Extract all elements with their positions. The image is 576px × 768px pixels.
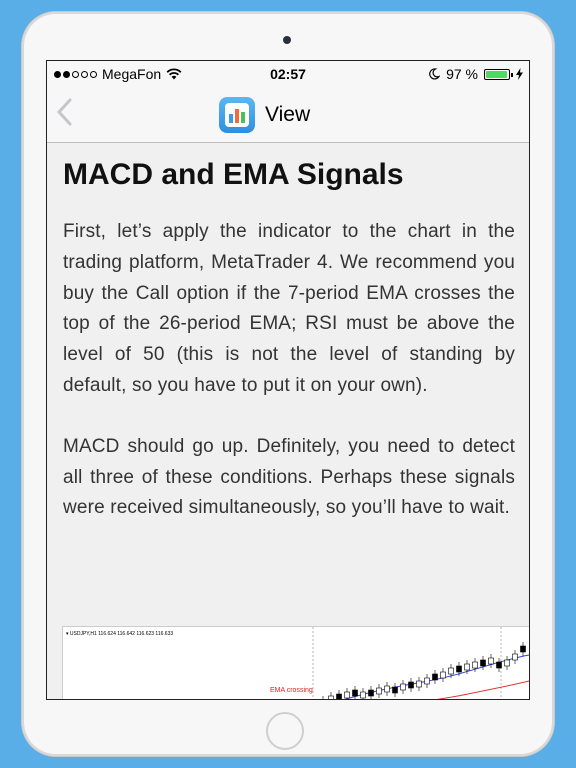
candle-body	[329, 696, 334, 700]
status-time: 02:57	[270, 66, 306, 82]
app-chart-icon	[219, 97, 255, 133]
nav-title: View	[265, 103, 311, 126]
article-content	[63, 157, 515, 554]
candle-body	[433, 674, 438, 680]
article-paragraph-1: First, let’s apply the indicator to the chart in the trading platform, MetaTrader 4. We recommend you buy the Call option if the 7-period EMA crosses the top of the 26-period EMA; RSI must be above the level of 50 (this is not the level of standing by default, so you have to put it on your own).	[63, 221, 515, 396]
screen	[46, 60, 530, 700]
candle-body	[521, 646, 526, 652]
battery-fill	[486, 71, 507, 78]
candle-body	[369, 690, 374, 696]
battery-icon	[484, 69, 510, 80]
article-paragraph-2: MACD should go up. Definitely, you need to detect all three of these conditions. Perhaps these signals were received simultaneously, so you’ll have to wait.	[63, 435, 515, 519]
chart-header-text: ▾ USDJPY,H1 116.624 116.642 116.623 116.633	[66, 631, 174, 637]
ema-fast-line	[303, 655, 529, 700]
trading-chart-image	[62, 626, 530, 700]
candle-body	[401, 684, 406, 690]
do-not-disturb-moon-icon	[428, 68, 440, 80]
candle-body	[505, 660, 510, 666]
home-button[interactable]	[266, 712, 304, 750]
candle-body	[449, 668, 454, 674]
nav-title-group	[219, 97, 310, 133]
chart-annotation-text: EMA crossing	[270, 687, 313, 694]
candle-body	[345, 692, 350, 698]
battery-percent: 97 %	[446, 66, 478, 82]
candle-body	[457, 666, 462, 672]
candle-body	[337, 694, 342, 700]
candle-body	[377, 688, 382, 694]
candle-body	[481, 660, 486, 666]
candle-body	[409, 682, 414, 688]
camera	[283, 36, 291, 44]
candle-body	[353, 690, 358, 696]
candle-body	[361, 692, 366, 698]
candle-body	[473, 662, 478, 668]
candle-body	[513, 654, 518, 660]
chevron-left-icon	[55, 97, 73, 127]
candle-body	[465, 664, 470, 670]
status-right	[428, 66, 523, 82]
candle-body	[497, 662, 502, 668]
candle-body	[385, 686, 390, 692]
back-button[interactable]	[55, 97, 83, 131]
candle-body	[489, 658, 494, 664]
candle-body	[425, 678, 430, 684]
candle-body	[441, 672, 446, 678]
charging-bolt-icon	[516, 68, 523, 80]
candle-body	[393, 687, 398, 693]
carrier-name: MegaFon	[102, 66, 162, 82]
status-bar	[47, 61, 529, 87]
candlestick-series	[313, 642, 526, 700]
navigation-bar	[47, 87, 529, 143]
tablet-frame	[22, 12, 554, 756]
candle-body	[417, 681, 422, 687]
article-heading: MACD and EMA Signals	[63, 158, 404, 191]
